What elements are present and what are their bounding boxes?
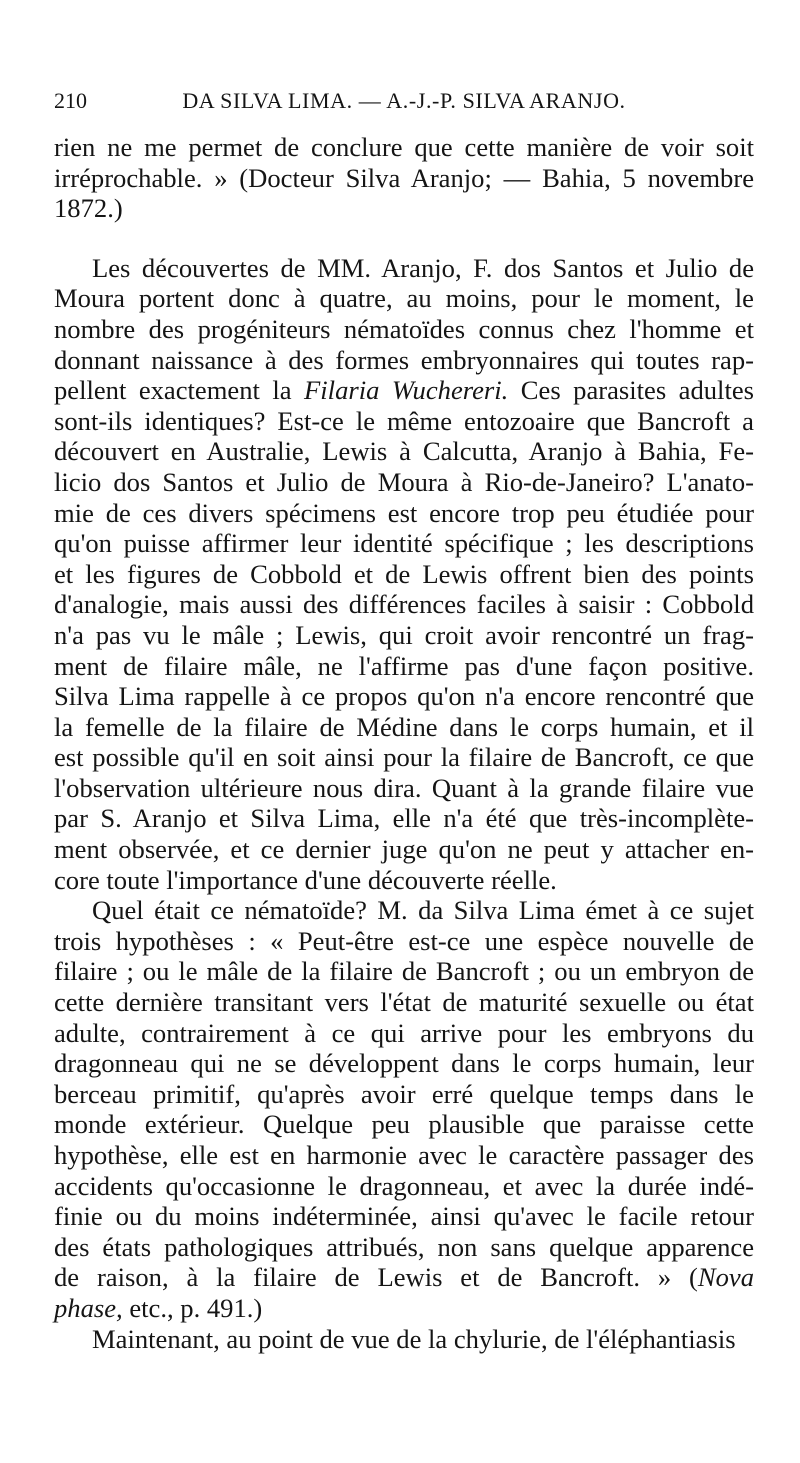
text-line: irréprochable. » (Docteur Silva Aranjo; — Bahia, 5 novembre [54,162,754,193]
text-line: découvert en Australie, Lewis à Calcutta, Aranjo à Bahia, Fe- [54,436,754,467]
text-line [54,1293,754,1324]
text-line: Les découvertes de MM. Aranjo, F. dos Santos et Julio de [92,252,754,283]
text-line: sont-ils identiques? Est-ce le même entozoaire que Bancroft a [54,405,754,436]
text-line: Maintenant, au point de vue de la chylurie, de l'éléphantiasis [92,1323,736,1354]
text-line: ment observée, et ce dernier juge qu'on ne peut y attacher en- [54,834,754,865]
text-line: la femelle de la filaire de Médine dans le corps humain, et il [54,711,754,742]
text-line: rien ne me permet de conclure que cette manière de voir soit [54,132,754,162]
text-line: Quel était ce nématoïde? M. da Silva Lima émet à ce sujet [92,895,754,926]
page-number: 210 [54,88,87,113]
running-title: DA SILVA LIMA. — A.-J.-P. SILVA ARANJO. [182,88,626,113]
paragraph-3 [54,895,754,1323]
citation-title: Nova [697,1262,754,1293]
text-line: dragonneau qui ne se développent dans le corps humain, leur [54,1048,754,1079]
text-line: hypothèse, elle est en harmonie avec le caractère passager des [54,1140,754,1170]
text-line: monde extérieur. Quelque peu plausible que paraisse cette [54,1109,754,1140]
text-line: donnant naissance à des formes embryonnaires qui toutes rap- [54,344,754,375]
citation-title: phase, [54,1292,123,1323]
species-name: Filaria Wuchereri. [304,375,509,406]
text-line [54,1262,754,1293]
text-line: est possible qu'il en soit ainsi pour la filaire de Bancroft, ce que [54,742,754,773]
paragraph-4 [54,1324,754,1355]
text-line: et les figures de Cobbold et de Lewis offrent bien des points [54,558,754,589]
text-line: filaire ; ou le mâle de la filaire de Bancroft ; ou un embryon de [54,956,754,987]
text-line: mie de ces divers spécimens est encore trop peu étudiée pour [54,497,754,528]
text-line: trois hypothèses : « Peut-être est-ce une espèce nouvelle de [54,925,754,956]
text-segment: etc., p. 491.) [122,1292,263,1323]
text-line: core toute l'importance d'une découverte réelle. [54,864,557,895]
text-line: par S. Aranjo et Silva Lima, elle n'a été que très-incomplète- [54,803,754,834]
text-line: licio dos Santos et Julio de Moura à Rio-de-Janeiro? L'anato- [54,466,754,497]
text-line: accidents qu'occasionne le dragonneau, et avec la durée indé- [54,1170,754,1201]
text-line: Silva Lima rappelle à ce propos qu'on n'a encore rencontré que [54,681,754,712]
paragraph-2 [54,253,754,895]
text-line: l'observation ultérieure nous dira. Quant à la grande filaire vue [54,772,754,803]
text-segment: de raison, à la filaire de Lewis et de Bancroft. » ( [54,1262,698,1293]
paragraph-1 [54,132,754,224]
page-header [54,88,754,122]
text-line: ment de filaire mâle, ne l'affirme pas d'une façon positive. [54,650,754,681]
text-segment: Ces parasites adultes [508,375,754,406]
text-line [54,375,754,406]
text-line: berceau primitif, qu'après avoir erré quelque temps dans le [54,1078,754,1109]
text-line: qu'on puisse affirmer leur identité spécifique ; les descriptions [54,528,754,559]
text-line: d'analogie, mais aussi des différences faciles à saisir : Cobbold [54,589,754,620]
text-line: Moura portent donc à quatre, au moins, pour le moment, le [54,283,754,314]
text-line: finie ou du moins indéterminée, ainsi qu'avec le facile retour [54,1201,754,1232]
text-segment: pellent exactement la [54,375,305,406]
text-line: 1872.) [54,193,123,224]
text-line: des états pathologiques attribués, non sans quelque apparence [54,1231,754,1262]
text-line: nombre des progéniteurs nématoïdes connus chez l'homme et [54,313,754,344]
text-line: cette dernière transitant vers l'état de maturité sexuelle ou état [54,987,754,1018]
text-line: adulte, contrairement à ce qui arrive pour les embryons du [54,1017,754,1048]
text-line: n'a pas vu le mâle ; Lewis, qui croit avoir rencontré un frag- [54,619,754,650]
body-text [54,132,754,1354]
